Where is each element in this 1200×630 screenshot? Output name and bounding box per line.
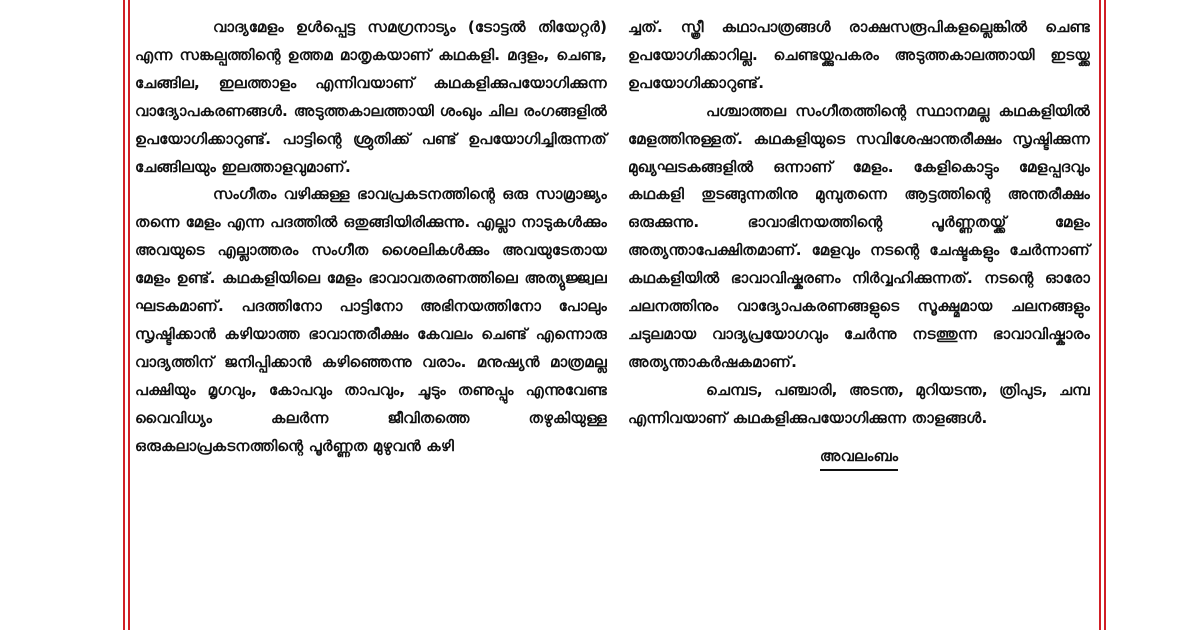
paragraph-continuation: ച്ചത്. സ്ത്രീ കഥാപാത്രങ്ങൾ രാക്ഷസരൂപികളല്ലെങ്കിൽ ചെണ്ട ഉപയോഗിക്കാറില്ല. ചെണ്ടയ്ക്കുപകരം അടുത്തകാലത്തായി ഇടയ്ക്ക ഉപയോഗിക്കാറുണ്ട്.: [628, 18, 1090, 92]
references-heading-text: അവലംബം: [820, 447, 898, 471]
right-double-border: [1099, 0, 1106, 630]
left-double-border: [123, 0, 130, 630]
paragraph-background-music: പശ്ചാത്തല സംഗീതത്തിന്റെ സ്ഥാനമല്ല കഥകളിയിൽ മേളത്തിനുള്ളത്. കഥകളിയുടെ സവിശേഷാന്തരീക്ഷം സൃഷ്ടിക്കുന്ന മുഖ്യഘടകങ്ങളിൽ ഒന്നാണ് മേളം. കേളികൊട്ടും മേളപ്പദവും കഥകളി തുടങ്ങുന്നതിനു മുമ്പുതന്നെ ആട്ടത്തിന്റെ അന്തരീക്ഷം ഒരുക്കുന്നു. ഭാവാഭിനയത്തിന്റെ പൂർണ്ണതയ്ക്ക് മേളം അത്യന്താപേക്ഷിതമാണ്. മേളവും നടന്റെ ചേഷ്ടകളും ചേർന്നാണ് കഥകളിയിൽ ഭാവാവിഷ്കരണം നിർവ്വഹിക്കുന്നത്. നടന്റെ ഓരോ ചലനത്തിനും വാദ്യോപകരണങ്ങളുടെ സൂക്ഷ്മമായ ചലനങ്ങളും ചടുലമായ വാദ്യപ്രയോഗവും ചേർന്നു നടത്തുന്ന ഭാവാവിഷ്കാരം അത്യന്താകർഷകമാണ്.: [628, 101, 1090, 371]
right-text-column: [628, 14, 1090, 467]
paragraph-instruments: വാദ്യമേളം ഉൾപ്പെട്ട സമഗ്രനാട്യം (ടോട്ടൽ തിയേറ്റർ) എന്ന സങ്കല്പത്തിന്റെ ഉത്തമ മാതൃകയാണ് കഥകളി. മദ്ദളം, ചെണ്ട, ചേങ്ങില, ഇലത്താളം എന്നിവയാണ് കഥകളിക്കുപയോഗിക്കുന്ന വാദ്യോപകരണങ്ങൾ. അടുത്തകാലത്തായി ശംഖും ചില രംഗങ്ങളിൽ ഉപയോഗിക്കാറുണ്ട്. പാട്ടിന്റെ ശ്രുതിക്ക് പണ്ട് ഉപയോഗിച്ചിരുന്നത് ചേങ്ങിലയും ഇലത്താളവുമാണ്.: [135, 18, 607, 176]
paragraph-talas: ചെമ്പട, പഞ്ചാരി, അടന്ത, മുറിയടന്ത, ത്രിപുട, ചമ്പ എന്നിവയാണ് കഥകളിക്കുപയോഗിക്കുന്ന താളങ്ങൾ.: [628, 380, 1090, 427]
paragraph-melam: സംഗീതം വഴിക്കുള്ള ഭാവപ്രകടനത്തിന്റെ ഒരു സാമ്രാജ്യം തന്നെ മേളം എന്ന പദത്തിൽ ഒതുങ്ങിയിരിക്കുന്നു. എല്ലാ നാടുകൾക്കും അവയുടെ എല്ലാത്തരം സംഗീത ശൈലികൾക്കും അവയുടേതായ മേളം ഉണ്ട്. കഥകളിയിലെ മേളം ഭാവാവതരണത്തിലെ അത്യുജ്ജ്വല ഘടകമാണ്. പദത്തിനോ പാട്ടിനോ അഭിനയത്തിനോ പോലും സൃഷ്ടിക്കാൻ കഴിയാത്ത ഭാവാന്തരീക്ഷം കേവലം ചെണ്ട് എന്നൊരു വാദ്യത്തിന് ജനിപ്പിക്കാൻ കഴിഞ്ഞെന്നു വരാം. മനുഷ്യൻ മാത്രമല്ല പക്ഷിയും മൃഗവും, കോപവും താപവും, ചൂടും തണുപ്പും എന്നുവേണ്ട വൈവിധ്യം കലർന്ന ജീവിതത്തെ തഴുകിയുള്ള ഒരുകലാപ്രകടനത്തിന്റെ പൂർണ്ണത മുഴുവൻ കഴി: [135, 185, 607, 455]
left-text-column: [135, 14, 607, 461]
references-heading: [628, 445, 1090, 467]
